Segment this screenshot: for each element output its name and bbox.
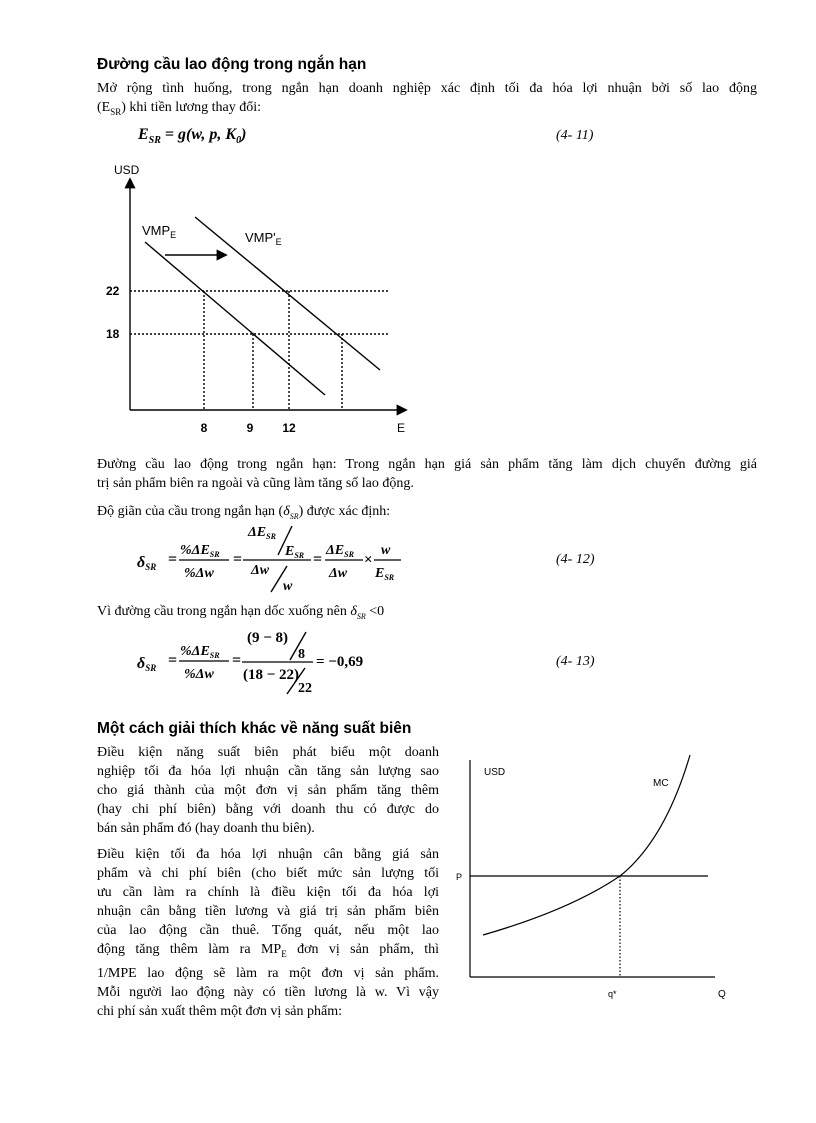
x-tick-12: 12 — [282, 421, 296, 435]
eq12-cf-num-b: $E_{SR}$ — [285, 544, 305, 560]
labor-demand-graph — [100, 160, 420, 440]
eq12-cf-den-b: w — [283, 579, 293, 594]
svg-text:×: × — [364, 552, 373, 568]
svg-text:=: = — [232, 652, 242, 669]
svg-text:=: = — [313, 551, 323, 568]
y-tick-22: 22 — [106, 284, 120, 298]
section-heading-short-run-demand: Đường cầu lao động trong ngắn hạn — [97, 56, 367, 73]
equation-number-4-13: (4- 13) — [556, 654, 595, 669]
intro-line-2: $(E_{SR})$ khi tiền lương thay đổi: — [97, 100, 262, 117]
eq12-frac3-den: Δw — [329, 566, 348, 581]
equation-4-11: $E_{SR} = g(w$, p, $K_0$) — [138, 126, 247, 147]
equation-4-13 — [135, 624, 395, 696]
graph-caption — [97, 455, 757, 493]
svg-text:=: = — [168, 551, 178, 568]
eq12-frac4-den: $E_{SR}$ — [375, 566, 395, 582]
y-axis-label: USD — [484, 767, 506, 778]
eq12-frac3-num: $\Delta E_{SR}$ — [326, 543, 354, 559]
marginal-cost-graph — [450, 745, 740, 1005]
q-star-label: q* — [608, 989, 617, 999]
intro-line-1: Mở rộng tình huống, trong ngắn hạn doanh nghiệp xác định tối đa hóa lợi nhuận bởi số lao động — [97, 81, 757, 96]
x-tick-9: 9 — [246, 421, 254, 435]
marginal-productivity-paragraph-2: Điều kiện tối đa hóa lợi nhuận cân bằng giá sản phẩm và chi phí biên (cho biết mức sản lượng tối ưu cần làm ra chính là điều kiện tối đa hóa lợi nhuận cân bằng tiền lương và giá trị sản phẩm biên của lao động cần thuê. Tổng quát, nếu một lao động tăng thêm làm ra $MP_E$ đơn vị sản phẩm, thì 1/MPE lao động sẽ làm ra một đơn vị sản phẩm. Mỗi người lao động này có tiền lương là w. Vì vậy chi phí sản xuất thêm một đơn vị sản phẩm: — [97, 847, 440, 1019]
y-axis-label: USD — [114, 163, 140, 177]
eq12-frac1-den: %Δw — [184, 566, 214, 581]
equation-number-4-11: (4- 11) — [556, 128, 594, 143]
price-label: P — [456, 872, 463, 882]
caption-line-1: Đường cầu lao động trong ngắn hạn: Trong ngắn hạn giá sản phẩm tăng làm dịch chuyển đường giá — [97, 457, 757, 472]
eq12-frac4-num: w — [381, 543, 391, 558]
equation-number-4-12: (4- 12) — [556, 552, 595, 567]
intro-paragraph — [97, 79, 757, 122]
eq13-frac1-num: $\%\Delta E_{SR}$ — [180, 644, 220, 660]
marginal-productivity-paragraph-1: Điều kiện năng suất biên phát biểu một doanh nghiệp tối đa hóa lợi nhuận cần tăng sản lượng sao cho giá thành của một đơn vị sản phẩm tăng thêm (hay chi phí biên) bằng với doanh thu có được do bán sản phẩm đó (hay doanh thu biên). — [97, 745, 439, 836]
y-tick-18: 18 — [106, 327, 120, 341]
elasticity-intro: Độ giãn của cầu trong ngắn hạn $(\delta_{SR})$ được xác định: — [97, 504, 391, 521]
eq12-cf-num-a: $\Delta E_{SR}$ — [248, 525, 276, 541]
eq13-den-a: (18 − 22) — [243, 667, 300, 683]
eq12-lhs: δSR — [137, 554, 157, 572]
vmp-label: $VMP_E$ — [142, 223, 177, 240]
eq13-lhs: δSR — [137, 655, 157, 673]
x-axis-label: Q — [718, 989, 726, 1000]
eq13-frac1-den: %Δw — [184, 667, 214, 682]
vmp-shifted-label: $VMP'_E$ — [245, 230, 282, 247]
since-sentence: Vì đường cầu trong ngắn hạn dốc xuống nên $\delta_{SR} <0$ — [97, 604, 385, 621]
vmp-curve — [145, 242, 325, 395]
eq13-result: = −0,69 — [316, 654, 364, 670]
eq13-den-b: 22 — [298, 681, 312, 696]
eq12-frac1-num: $\%\Delta E_{SR}$ — [180, 543, 220, 559]
eq13-num-b: 8 — [298, 647, 305, 662]
eq13-num-a: (9 − 8) — [247, 630, 289, 646]
eq12-cf-den-a: Δw — [251, 563, 270, 578]
section-heading-marginal-productivity: Một cách giải thích khác về năng suất biên — [97, 720, 412, 737]
caption-line-2: trị sản phẩm biên ra ngoài và cũng làm tăng số lao động. — [97, 476, 414, 491]
equation-4-12 — [135, 522, 415, 594]
vmp-shifted-curve — [195, 217, 380, 370]
x-axis-label: E — [397, 421, 406, 435]
svg-text:=: = — [233, 551, 243, 568]
mc-label: MC — [653, 778, 669, 789]
x-tick-8: 8 — [200, 421, 208, 435]
svg-text:=: = — [168, 652, 178, 669]
